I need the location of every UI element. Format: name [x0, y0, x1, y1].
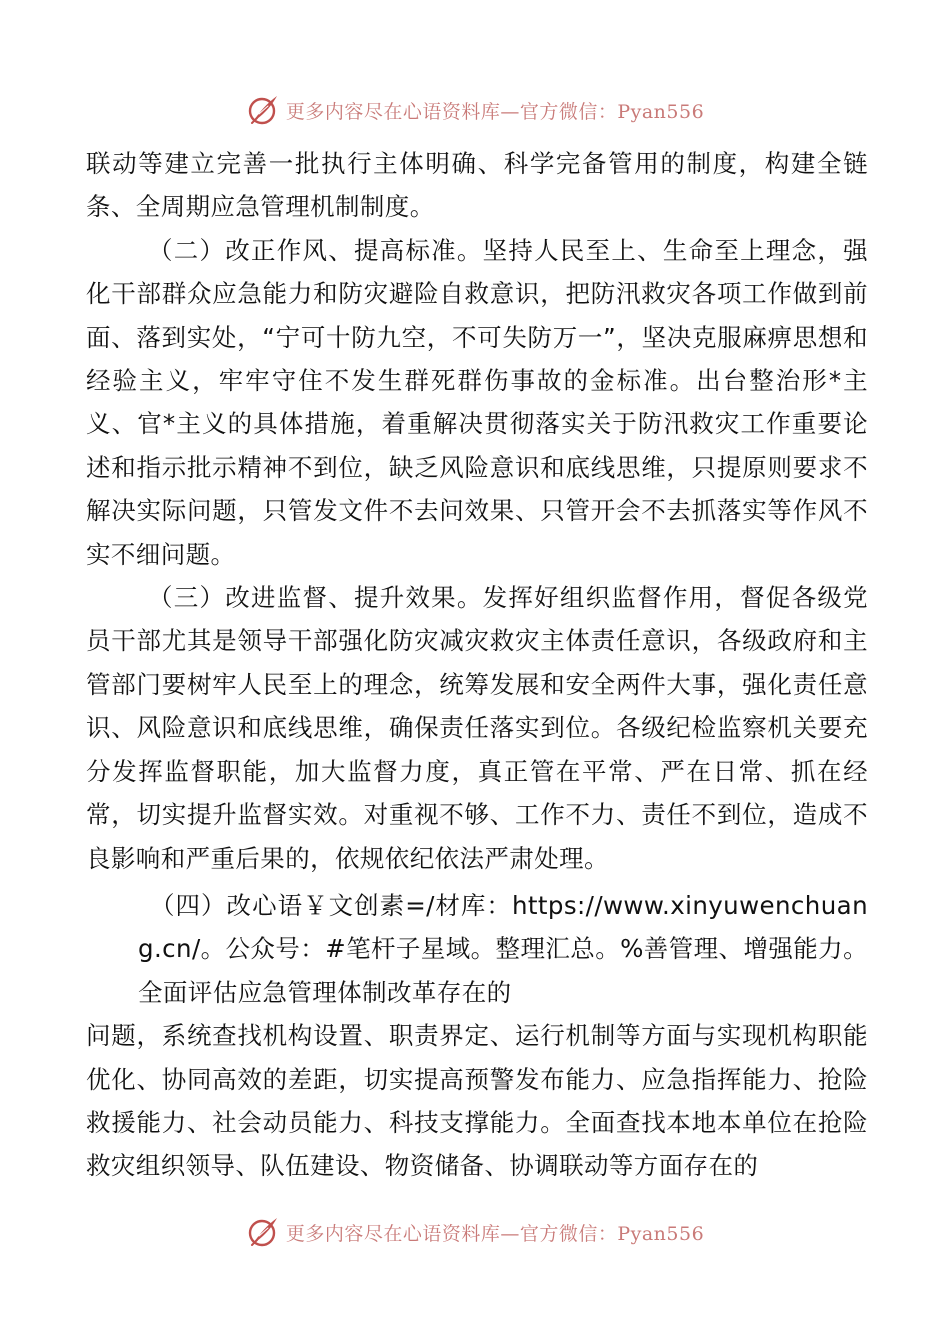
header-banner-text: 更多内容尽在心语资料库—官方微信：Pyan556 — [285, 100, 705, 123]
quill-pen-logo-icon — [246, 93, 280, 127]
footer-banner-text: 更多内容尽在心语资料库—官方微信：Pyan556 — [285, 1222, 705, 1245]
footer-banner — [246, 1215, 704, 1249]
paragraph-section-2: （二）改正作风、提高标准。坚持人民至上、生命至上理念，强化干部群众应急能力和防灾避险自救意识，把防汛救灾各项工作做到前面、落到实处，“宁可十防九空，不可失防万一”，坚决克服麻痹思想和经验主义，牢牢守住不发生群死群伤事故的金标准。出台整治形*主义、官*主义的具体措施，着重解决贯彻落实关于防汛救灾工作重要论述和指示批示精神不到位，缺乏风险意识和底线思维，只提原则要求不解决实际问题，只管发文件不去问效果、只管开会不去抓落实等作风不实不细问题。 — [86, 235, 868, 569]
paragraph-section-4-body: 问题，系统查找机构设置、职责界定、运行机制等方面与实现机构职能优化、协同高效的差距，切实提高预警发布能力、应急指挥能力、抢险救援能力、社会动员能力、科技支撑能力。全面查找本地本单位在抢险救灾组织领导、队伍建设、物资储备、协调联动等方面存在的 — [86, 1021, 868, 1181]
paragraph-section-4-heading: （四）改心语￥文创素=/材库：https://www.xinyuwenchuang.cn/。公众号：#笔杆子星域。整理汇总。%善管理、增强能力。全面评估应急管理体制改革存在的 — [138, 890, 868, 1007]
page-footer — [0, 1212, 950, 1252]
document-body — [86, 142, 868, 1188]
paragraph-section-3: （三）改进监督、提升效果。发挥好组织监督作用，督促各级党员干部尤其是领导干部强化防灾减灾救灾主体责任意识，各级政府和主管部门要树牢人民至上的理念，统筹发展和安全两件大事，强化责任意识、风险意识和底线思维，确保责任落实到位。各级纪检监察机关要充分发挥监督职能，加大监督力度，真正管在平常、严在日常、抓在经常，切实提升监督实效。对重视不够、工作不力、责任不到位，造成不良影响和严重后果的，依规依纪依法严肃处理。 — [86, 583, 868, 873]
quill-pen-logo-icon — [246, 1215, 280, 1249]
paragraph-continuation: 联动等建立完善一批执行主体明确、科学完备管用的制度，构建全链条、全周期应急管理机制制度。 — [86, 149, 868, 222]
page-header — [0, 90, 950, 130]
header-banner — [246, 93, 704, 127]
